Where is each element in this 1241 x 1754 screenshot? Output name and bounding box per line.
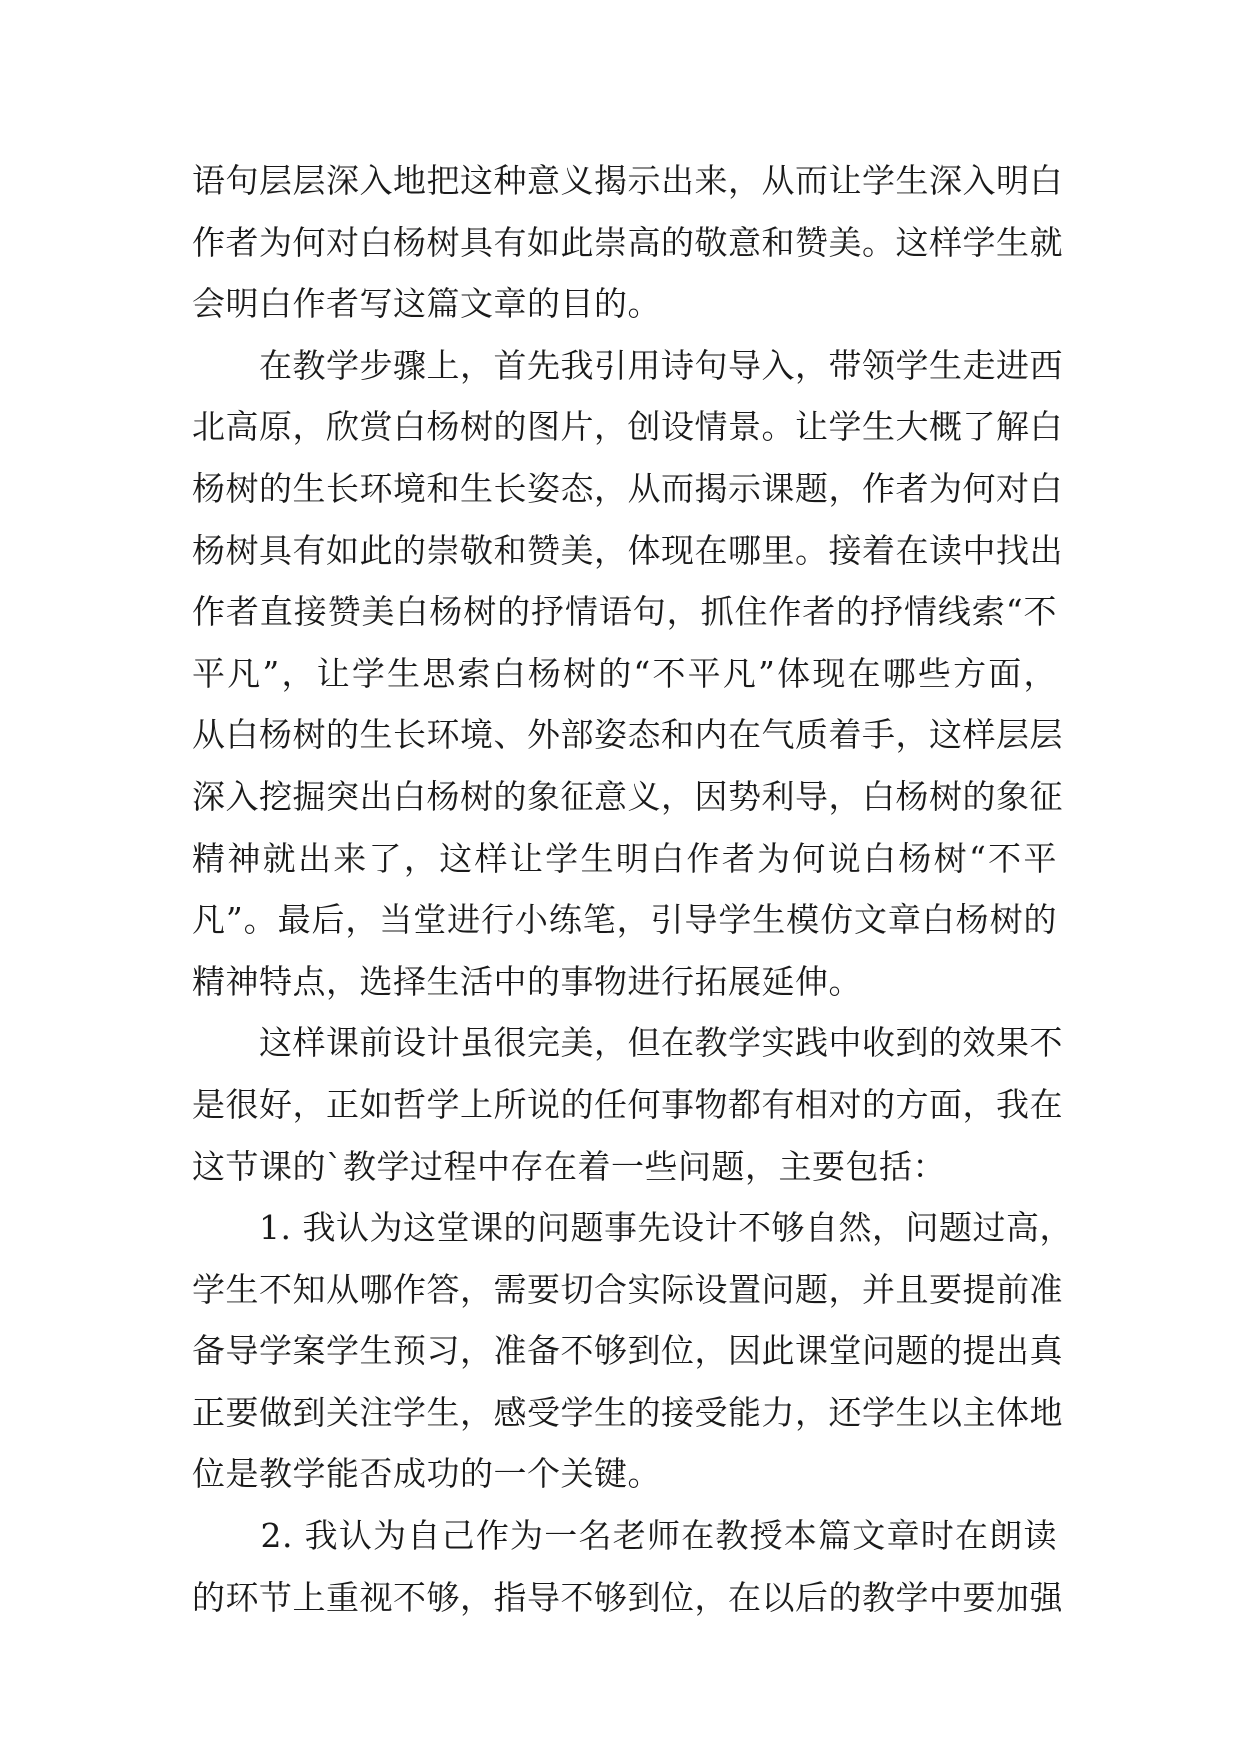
text-line: 语句层层深入地把这种意义揭示出来，从而让学生深入明白	[192, 161, 1063, 200]
text-line: 北高原，欣赏白杨树的图片，创设情景。让学生大概了解白	[192, 407, 1063, 447]
text-line: 正要做到关注学生，感受学生的接受能力，还学生以主体地	[192, 1392, 1063, 1432]
text-line: 精神就出来了，这样让学生明白作者为何说白杨树“不平	[192, 838, 1057, 878]
text-line: 这节课的`教学过程中存在着一些问题，主要包括：	[192, 1146, 946, 1186]
text-line: 从白杨树的生长环境、外部姿态和内在气质着手，这样层层	[192, 715, 1063, 755]
text-line: 这样课前设计虽很完美，但在教学实践中收到的效果不	[192, 1023, 1063, 1063]
text-line: 杨树的生长环境和生长姿态，从而揭示课题，作者为何对白	[192, 468, 1063, 508]
document-body	[192, 150, 1073, 1628]
text-line: 学生不知从哪作答，需要切合实际设置问题，并且要提前准	[192, 1269, 1063, 1309]
text-line: 备导学案学生预习，准备不够到位，因此课堂问题的提出真	[192, 1331, 1063, 1371]
text-line: 在教学步骤上，首先我引用诗句导入，带领学生走进西	[192, 345, 1063, 385]
text-line: 作者为何对白杨树具有如此崇高的敬意和赞美。这样学生就	[192, 222, 1063, 262]
text-line: 凡”。最后，当堂进行小练笔，引导学生模仿文章白杨树的	[192, 900, 1057, 940]
text-line: 的环节上重视不够，指导不够到位，在以后的教学中要加强	[192, 1577, 1063, 1617]
text-line: 精神特点，选择生活中的事物进行拓展延伸。	[192, 961, 862, 1001]
text-line: 会明白作者写这篇文章的目的。	[192, 284, 661, 324]
text-line: 2. 我认为自己作为一名老师在教授本篇文章时在朗读	[192, 1516, 1057, 1556]
text-line: 杨树具有如此的崇敬和赞美，体现在哪里。接着在读中找出	[192, 530, 1063, 570]
text-line: 位是教学能否成功的一个关键。	[192, 1454, 661, 1494]
text-line: 平凡”，让学生思索白杨树的“不平凡”体现在哪些方面，	[192, 653, 1057, 693]
text-line: 作者直接赞美白杨树的抒情语句，抓住作者的抒情线索“不	[192, 592, 1057, 632]
text-line: 深入挖掘突出白杨树的象征意义，因势利导，白杨树的象征	[192, 776, 1063, 816]
text-line: 是很好，正如哲学上所说的任何事物都有相对的方面，我在	[192, 1084, 1063, 1124]
text-line: 1. 我认为这堂课的问题事先设计不够自然，问题过高，	[192, 1208, 1073, 1248]
